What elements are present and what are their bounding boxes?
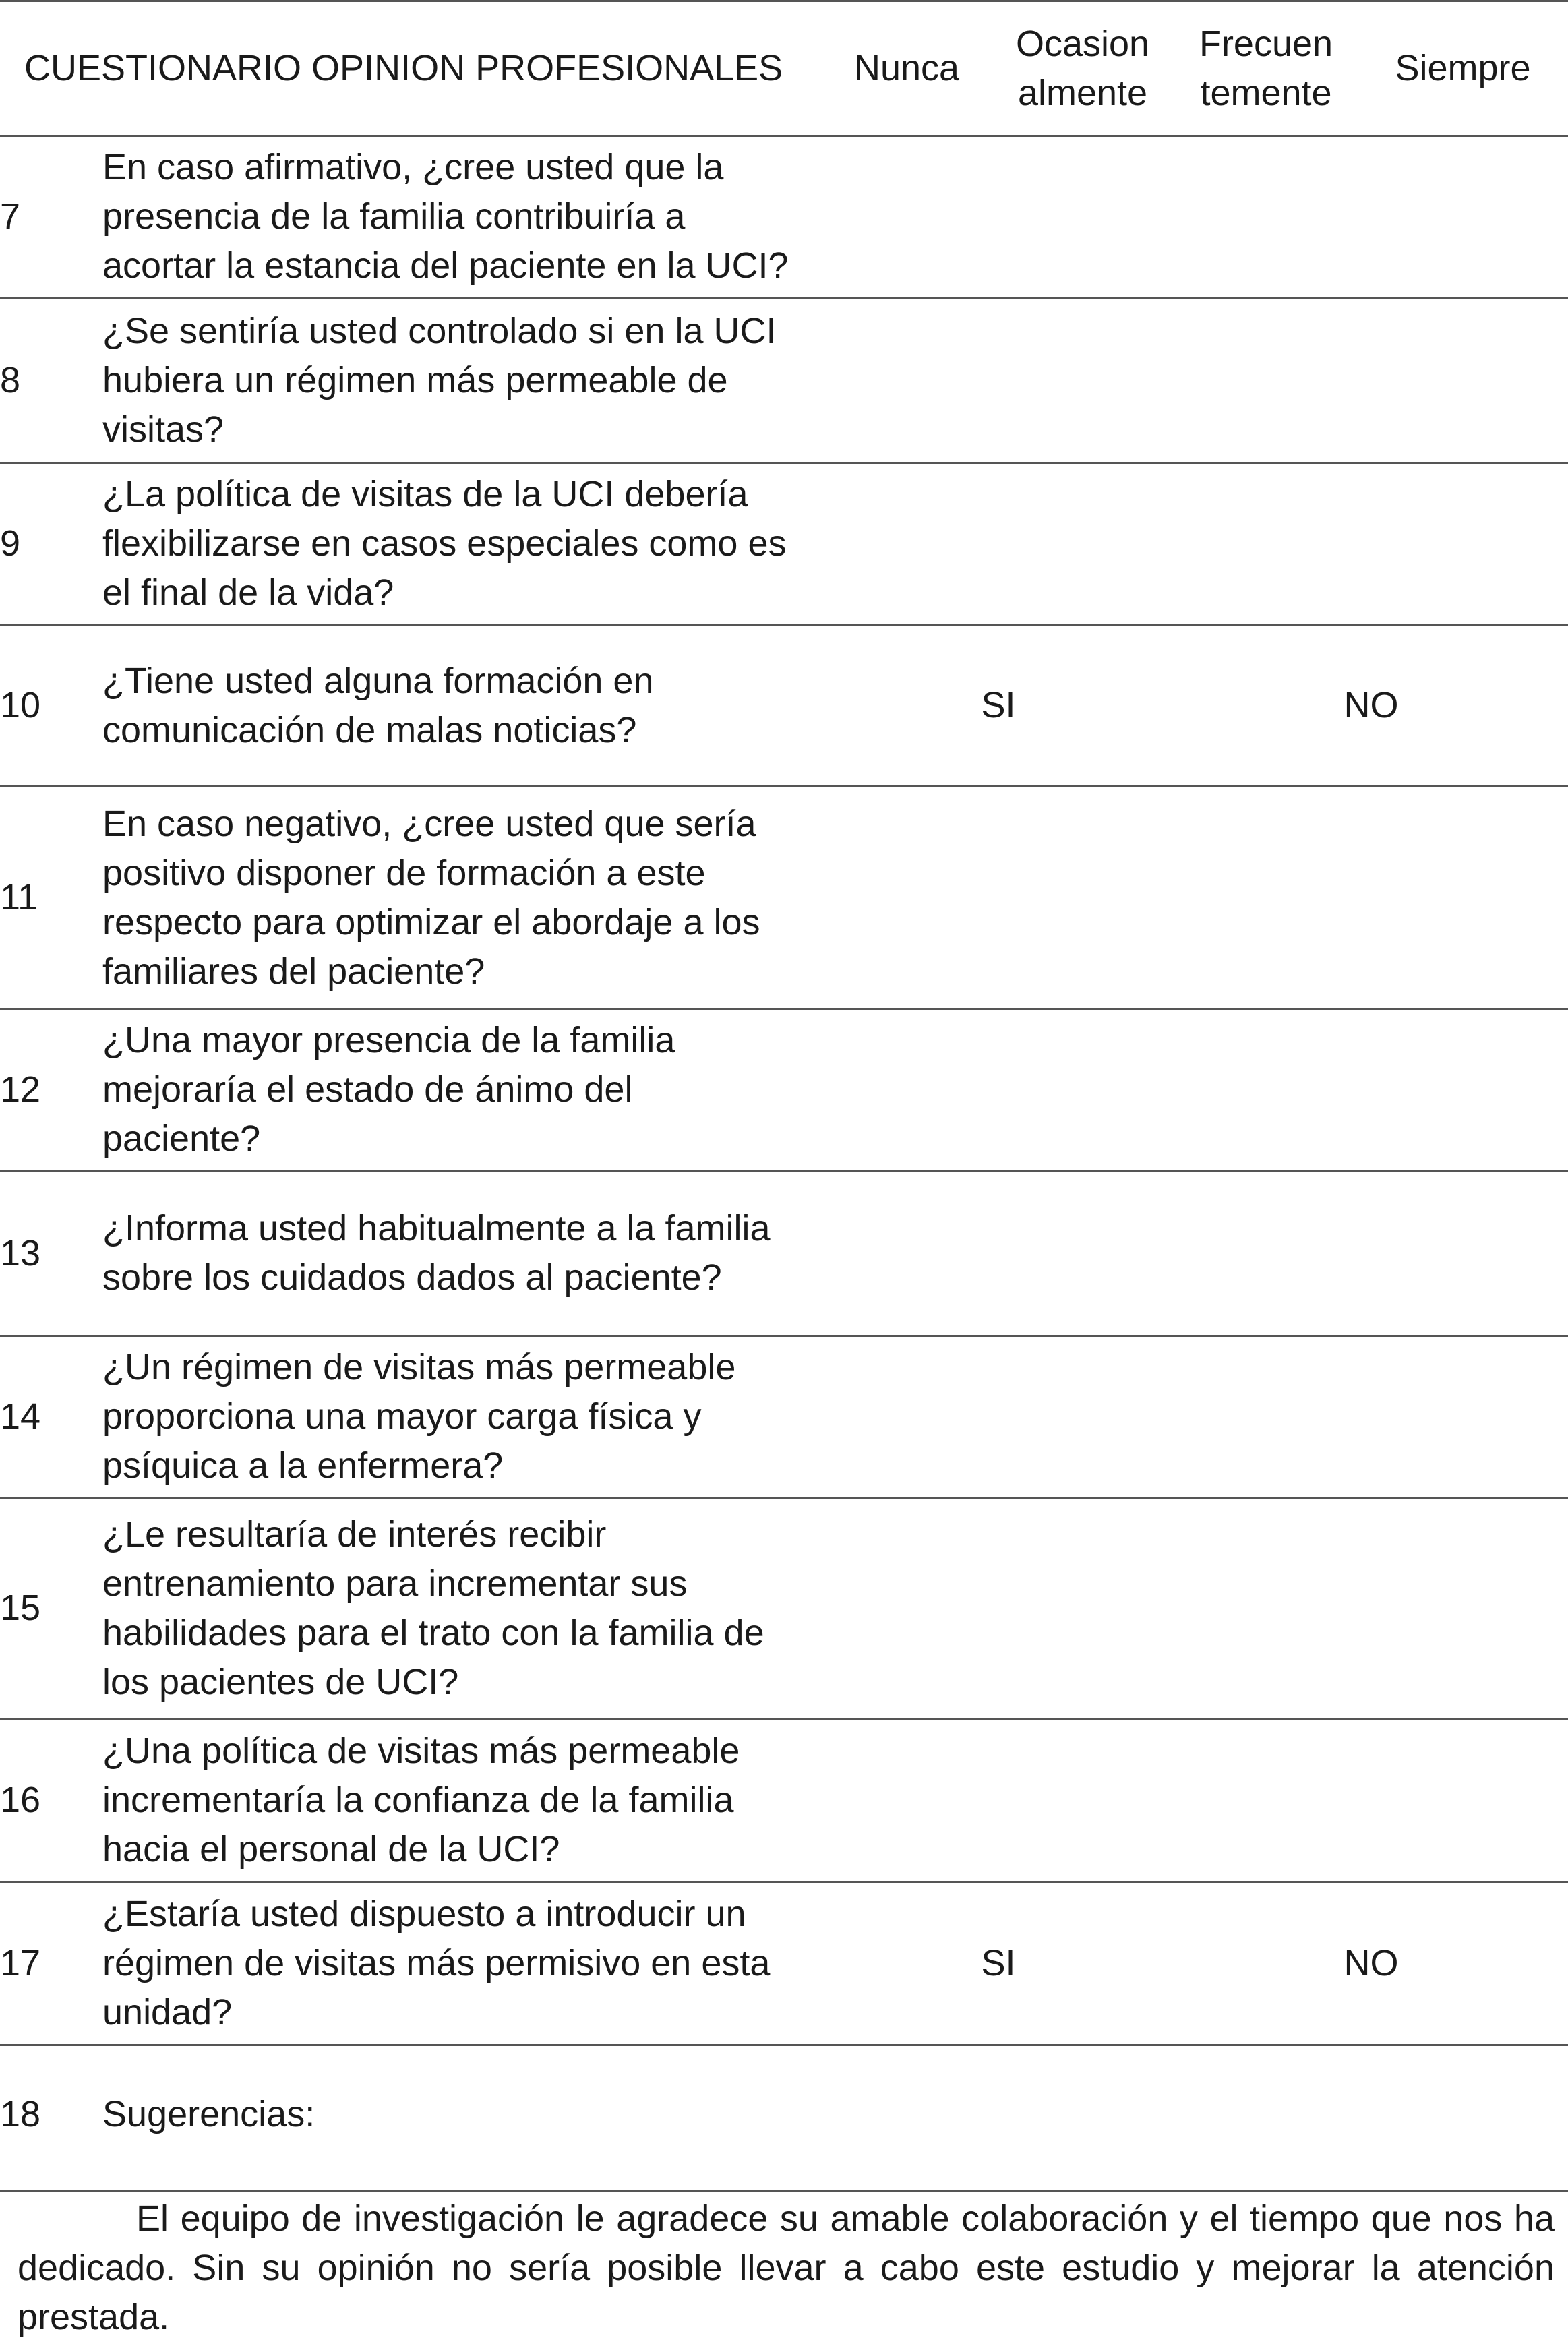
question-number: 16 [0,1780,41,1820]
answer-nunca[interactable] [822,1336,991,1498]
table-row-13 [0,1171,1568,1336]
column-siempre: Siempre [1395,48,1531,88]
answer-nunca[interactable] [822,463,991,625]
answer-nunca[interactable] [822,136,991,298]
question-number: 12 [0,1069,41,1110]
answer-siempre[interactable] [1358,1719,1568,1882]
answer-siempre[interactable] [1358,136,1568,298]
answer-nunca[interactable] [822,1171,991,1336]
table-header-row [0,1,1568,136]
question-number: 14 [0,1396,41,1437]
answer-nunca[interactable] [822,1009,991,1171]
table-row-16 [0,1719,1568,1882]
answer-ocasionalmente[interactable] [991,463,1174,625]
question-number: 15 [0,1588,41,1628]
answer-no[interactable]: NO [1344,685,1399,725]
question-number: 7 [0,196,21,237]
answer-siempre[interactable] [1358,298,1568,463]
answer-frecuentemente[interactable] [1174,1719,1358,1882]
question-text: ¿Tiene usted alguna formación en comunicación de malas noticias? [102,660,654,750]
table-row-11 [0,787,1568,1009]
question-text: En caso afirmativo, ¿cree usted que la presencia de la familia contribuiría a acortar la estancia del paciente en la UCI? [102,147,789,286]
question-number: 11 [0,877,38,918]
question-text: En caso negativo, ¿cree usted que sería positivo disponer de formación a este respecto para optimizar el abordaje a los familiares del paciente? [102,803,760,992]
table-row-14 [0,1336,1568,1498]
answer-ocasionalmente[interactable] [991,1336,1174,1498]
suggestions-label: Sugerencias: [102,2094,315,2135]
answer-ocasionalmente[interactable] [991,1171,1174,1336]
table-row-18 [0,2045,1568,2184]
column-ocasionalmente-line-2: almente [1017,72,1148,113]
column-frecuentemente [1174,1,1358,136]
questionnaire-title: CUESTIONARIO OPINION PROFESIONALES [24,48,783,88]
answer-ocasionalmente[interactable] [991,1498,1174,1719]
question-text: ¿Le resultaría de interés recibir entrenamiento para incrementar sus habilidades para el trato con la familia de los pacientes de UCI? [102,1513,764,1702]
question-number: 10 [0,685,41,725]
answer-siempre[interactable] [1358,1171,1568,1336]
answer-si[interactable]: SI [981,685,1016,725]
table-row-10 [0,625,1568,787]
answer-siempre[interactable] [1358,787,1568,1009]
question-number: 8 [0,359,21,400]
answer-siempre[interactable] [1358,463,1568,625]
question-text: ¿La política de visitas de la UCI debería flexibilizarse en casos especiales como es el final de la vida? [102,474,787,613]
answer-ocasionalmente[interactable] [991,136,1174,298]
answer-ocasionalmente[interactable] [991,1719,1174,1882]
column-frecuentemente-line-1: Frecuen [1199,23,1333,64]
table-row-15 [0,1498,1568,1719]
answer-no[interactable]: NO [1344,1943,1399,1983]
answer-frecuentemente[interactable] [1174,463,1358,625]
closing-divider [0,2190,1568,2192]
answer-ocasionalmente[interactable] [991,787,1174,1009]
answer-frecuentemente[interactable] [1174,787,1358,1009]
answer-nunca[interactable] [822,1498,991,1719]
question-number: 18 [0,2094,41,2135]
column-frecuentemente-line-2: temente [1200,72,1332,113]
answer-nunca[interactable] [822,298,991,463]
question-text: ¿Se sentiría usted controlado si en la UCI hubiera un régimen más permeable de visitas? [102,310,777,450]
question-number: 9 [0,523,21,564]
answer-frecuentemente[interactable] [1174,1171,1358,1336]
question-text: ¿Informa usted habitualmente a la familia sobre los cuidados dados al paciente? [102,1208,771,1298]
table-row-9 [0,463,1568,625]
column-ocasionalmente [991,1,1174,136]
question-text: ¿Un régimen de visitas más permeable proporciona una mayor carga física y psíquica a la enfermera? [102,1347,736,1486]
answer-frecuentemente[interactable] [1174,298,1358,463]
column-ocasionalmente-line-1: Ocasion [1015,23,1150,64]
question-text: ¿Una mayor presencia de la familia mejoraría el estado de ánimo del paciente? [102,1020,675,1159]
answer-frecuentemente[interactable] [1174,136,1358,298]
answer-frecuentemente[interactable] [1174,1498,1358,1719]
table-row-8 [0,298,1568,463]
answer-frecuentemente[interactable] [1174,1009,1358,1171]
table-row-12 [0,1009,1568,1171]
answer-frecuentemente[interactable] [1174,1336,1358,1498]
answer-ocasionalmente[interactable] [991,298,1174,463]
answer-siempre[interactable] [1358,1498,1568,1719]
answer-nunca[interactable] [822,1719,991,1882]
answer-siempre[interactable] [1358,1336,1568,1498]
question-text: ¿Una política de visitas más permeable incrementaría la confianza de la familia hacia el personal de la UCI? [102,1731,740,1869]
question-text: ¿Estaría usted dispuesto a introducir un régimen de visitas más permisivo en esta unidad? [102,1894,771,2033]
table-row-7 [0,136,1568,298]
closing-paragraph: El equipo de investigación le agradece su amable colaboración y el tiempo que nos ha dedicado. Sin su opinión no sería posible llevar a cabo este estudio y mejorar la atención prestada. [18,2198,1555,2337]
table-row-17 [0,1882,1568,2045]
answer-ocasionalmente[interactable] [991,1009,1174,1171]
answer-si[interactable]: SI [981,1943,1016,1983]
question-number: 13 [0,1232,41,1273]
answer-nunca[interactable] [822,787,991,1009]
column-nunca: Nunca [853,48,960,88]
answer-siempre[interactable] [1358,1009,1568,1171]
question-number: 17 [0,1943,41,1983]
